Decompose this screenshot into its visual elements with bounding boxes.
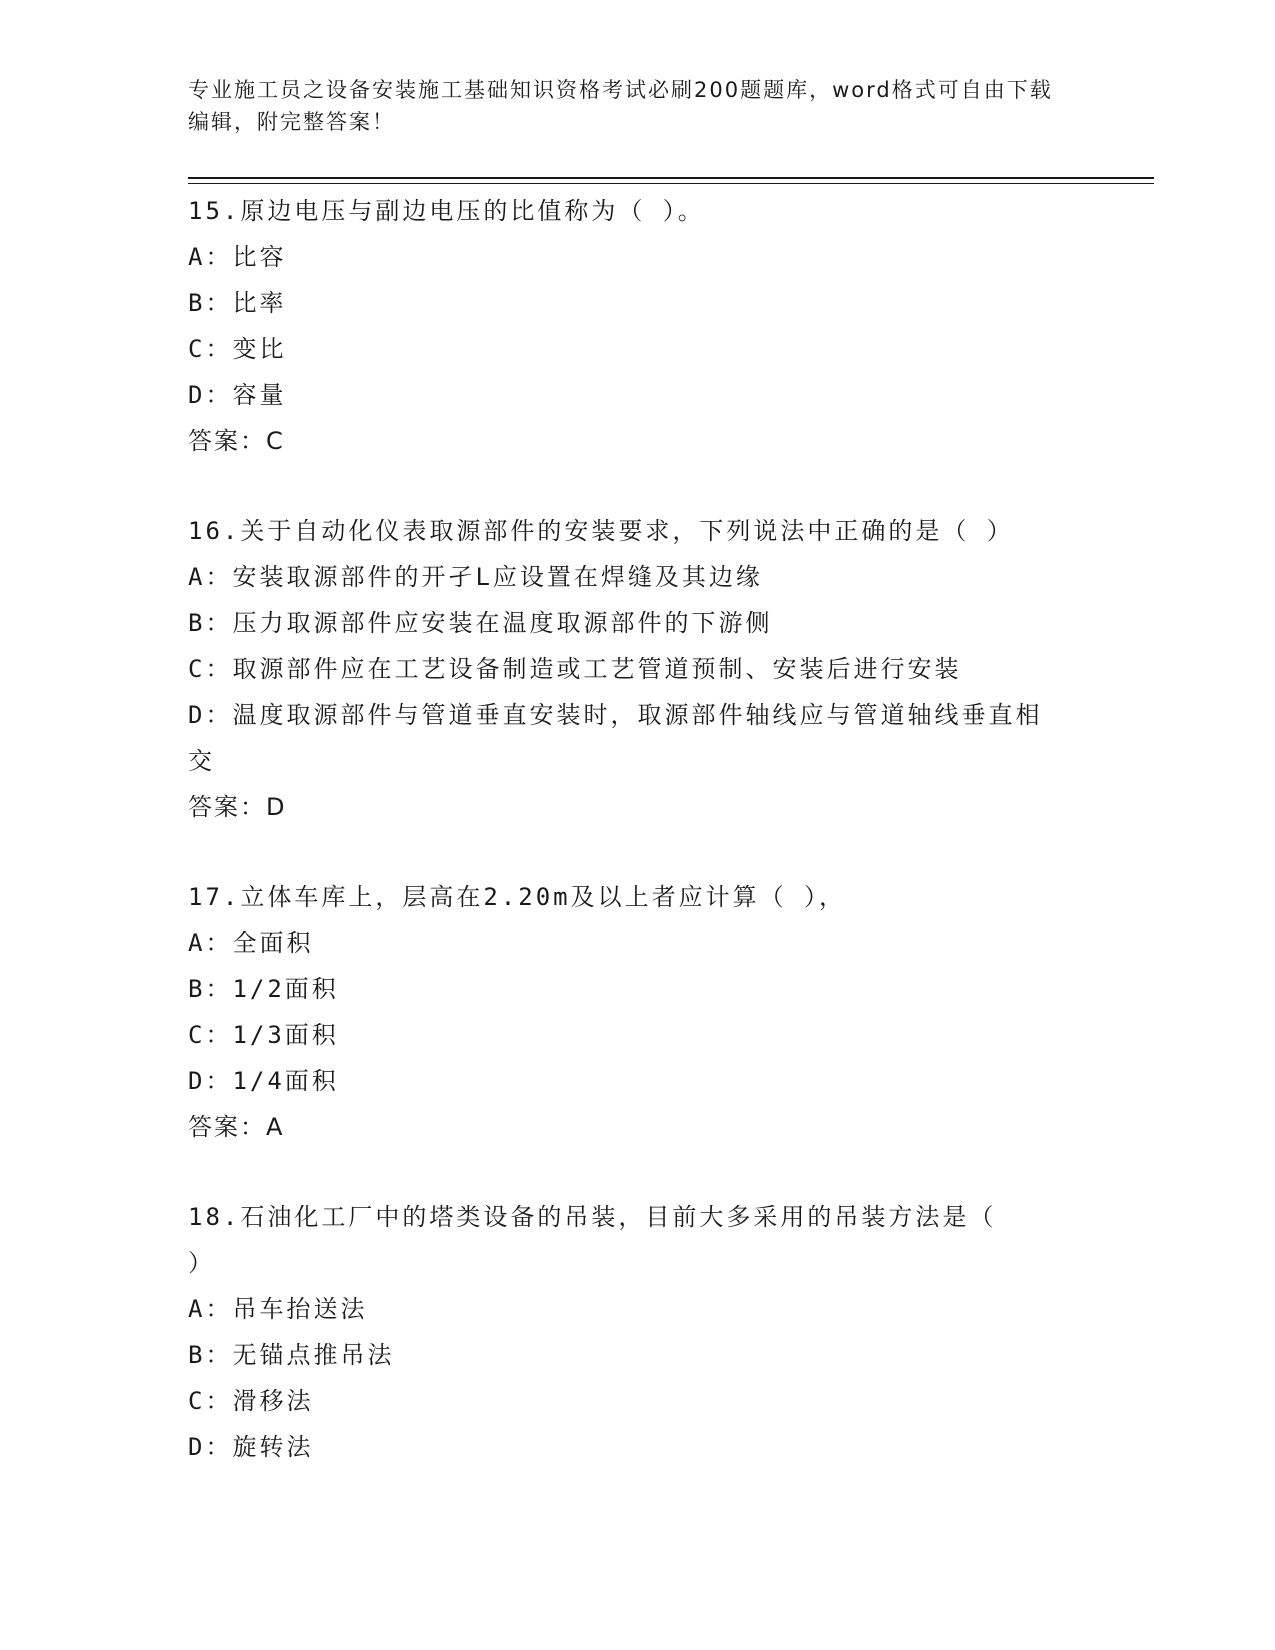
question-18	[188, 1194, 1088, 1470]
option-c: C：1/3面积	[188, 1021, 339, 1049]
question-16	[188, 508, 1088, 830]
option-a: A：全面积	[188, 929, 314, 957]
question-stem: 15.原边电压与副边电压的比值称为（ ）。	[188, 197, 705, 225]
option-a: A：安装取源部件的开孑L应设置在焊缝及其边缘	[188, 563, 763, 591]
answer-label: 答案：D	[188, 793, 287, 821]
option-b: B：1/2面积	[188, 975, 339, 1003]
spacer	[188, 830, 1088, 874]
option-a: A：吊车抬送法	[188, 1295, 368, 1323]
question-17	[188, 874, 1088, 1150]
document-header: 专业施工员之设备安装施工基础知识资格考试必刷200题题库，word格式可自由下载编辑，附完整答案！	[188, 78, 1053, 134]
question-15	[188, 188, 1088, 464]
option-b: B：无锚点推吊法	[188, 1341, 395, 1369]
answer-label: 答案：C	[188, 427, 285, 455]
question-stem: 17.立体车库上，层高在2.20m及以上者应计算（ ），	[188, 883, 847, 911]
option-c: C：变比	[188, 335, 287, 363]
answer-label: 答案：A	[188, 1113, 285, 1141]
option-d: D：旋转法	[188, 1433, 314, 1461]
spacer	[188, 1150, 1088, 1194]
option-a: A：比容	[188, 243, 287, 271]
option-c: C：滑移法	[188, 1387, 314, 1415]
option-c: C：取源部件应在工艺设备制造或工艺管道预制、安装后进行安装	[188, 655, 962, 683]
option-d: D：容量	[188, 381, 287, 409]
option-b: B：比率	[188, 289, 287, 317]
question-stem: 18.石油化工厂中的塔类设备的吊装，目前大多采用的吊装方法是（ ）	[188, 1203, 997, 1277]
spacer	[188, 464, 1088, 508]
question-list	[188, 188, 1088, 1470]
question-stem: 16.关于自动化仪表取源部件的安装要求，下列说法中正确的是（ ）	[188, 517, 1014, 545]
option-b: B：压力取源部件应安装在温度取源部件的下游侧	[188, 609, 773, 637]
option-d: D：1/4面积	[188, 1067, 339, 1095]
option-d: D：温度取源部件与管道垂直安装时，取源部件轴线应与管道轴线垂直相交	[188, 701, 1043, 775]
header-divider-thick	[188, 177, 1154, 179]
header-divider-thin	[188, 183, 1154, 184]
